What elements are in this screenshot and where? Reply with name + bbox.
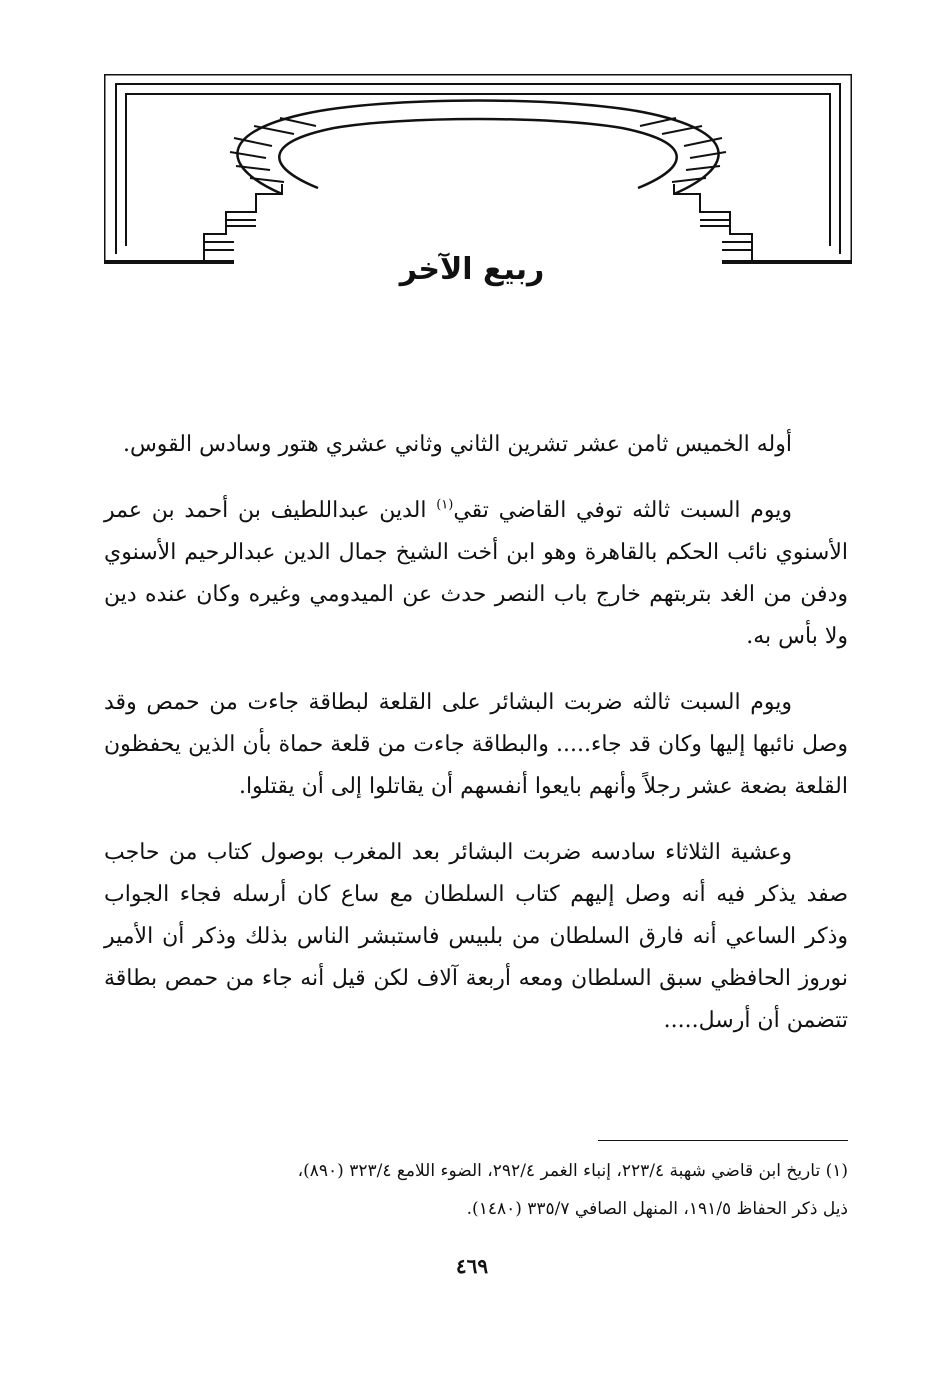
footnote-1-line-1: (١) تاريخ ابن قاضي شهبة ٢٢٣/٤، إنباء الغمر ٢٩٢/٤، الضوء اللامع ٣٢٣/٤ (٨٩٠)، (297, 1161, 848, 1181)
footnotes (104, 1152, 848, 1228)
chapter-title: ربيع الآخر (399, 252, 545, 287)
arch-frame-ornament-icon (104, 74, 852, 270)
page-number: ٤٦٩ (455, 1254, 489, 1278)
footnote-divider (598, 1140, 848, 1141)
main-text (104, 424, 848, 1066)
footnote-ref-1[interactable]: (١) (436, 497, 454, 513)
paragraph-4: وعشية الثلاثاء سادسه ضربت البشائر بعد المغرب بوصول كتاب من حاجب صفد يذكر فيه أنه وصل إليهم كتاب السلطان مع ساع كان أرسله فجاء الجواب وذكر الساعي أنه فارق السلطان من بلبيس فاستبشر الناس بذلك وذكر أن الأمير نوروز الحافظي سبق السلطان ومعه أربعة آلاف لكن قيل أنه جاء من حمص بطاقة تتضمن أن أرسل..... (104, 840, 848, 1033)
paragraph-2 (104, 490, 848, 658)
paragraph-2-start: ويوم السبت ثالثه توفي القاضي تقي (453, 498, 792, 523)
paragraph-3: ويوم السبت ثالثه ضربت البشائر على القلعة لبطاقة جاءت من حمص وقد وصل نائبها إليها وكان قد جاء..... والبطاقة جاءت من قلعة حماة بأن الذين يحفظون القلعة بضعة عشر رجلاً وأنهم بايعوا أنفسهم أن يقاتلوا إلى أن يقتلوا. (104, 690, 848, 799)
paragraph-2-rest: الدين عبداللطيف بن أحمد بن عمر الأسنوي نائب الحكم بالقاهرة وهو ابن أخت الشيخ جمال الدين عبدالرحيم الأسنوي ودفن من الغد بتربتهم خارج باب النصر حدث عن الميدومي وغيره وكان عنده دين ولا بأس به. (104, 498, 848, 649)
paragraph-1: أوله الخميس ثامن عشر تشرين الثاني وثاني عشري هتور وسادس القوس. (122, 432, 792, 457)
footnote-1-line-2: ذيل ذكر الحفاظ ١٩١/٥، المنهل الصافي ٣٣٥/٧ (١٤٨٠). (466, 1199, 848, 1219)
